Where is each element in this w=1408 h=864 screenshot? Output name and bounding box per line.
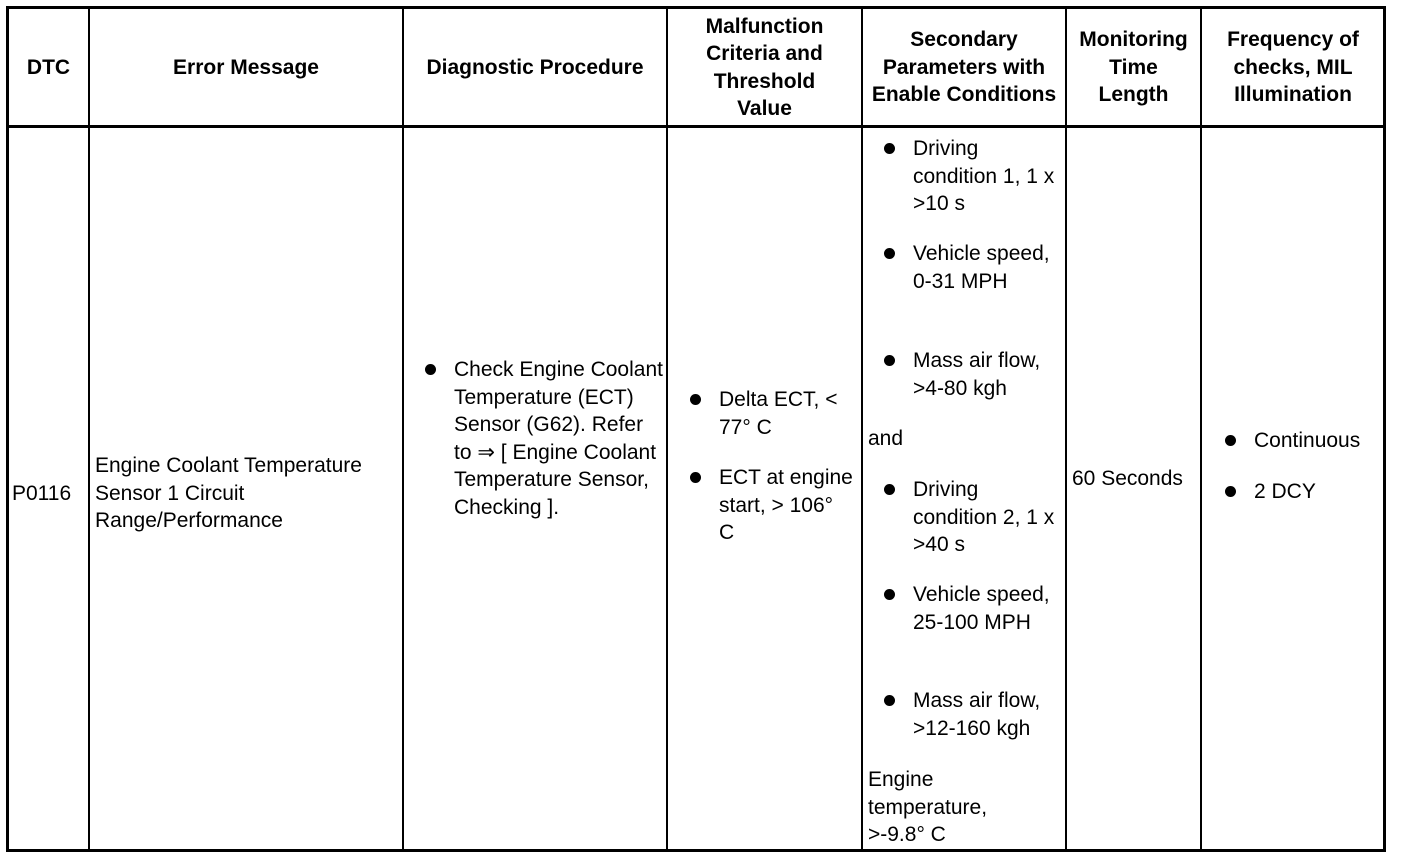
secondary-parameter-item: Mass air flow, >12-160 kgh [913, 689, 1041, 740]
bullet-dot [1225, 435, 1236, 446]
column-divider [402, 6, 404, 852]
secondary-parameter-item: Vehicle speed, 0-31 MPH [913, 242, 1050, 293]
monitoring-time: 60 Seconds [1072, 467, 1183, 490]
header-error-message: Error Message [173, 55, 319, 79]
header-monitoring-time: Monitoring Time Length [1079, 28, 1188, 107]
bullet-dot [884, 355, 895, 366]
dtc-code: P0116 [12, 482, 72, 505]
bullet-dot [884, 248, 895, 259]
header-secondary-parameters: Secondary Parameters with Enable Conditions [871, 28, 1057, 107]
error-message: Engine Coolant Temperature Sensor 1 Circuit Range/Performance [95, 454, 362, 532]
header-malfunction-criteria: Malfunction Criteria and Threshold Value [705, 14, 824, 120]
header-frequency: Frequency of checks, MIL Illumination [1227, 28, 1359, 107]
frequency-item: 2 DCY [1254, 480, 1316, 503]
header-diagnostic-procedure: Diagnostic Procedure [426, 55, 644, 79]
table-frame [6, 6, 1386, 852]
column-divider [88, 6, 90, 852]
secondary-parameter-footer: Engine temperature, >-9.8° C [868, 768, 988, 846]
column-divider [1065, 6, 1067, 852]
secondary-parameter-item: Driving condition 1, 1 x >10 s [913, 137, 1055, 215]
frequency-item: Continuous [1254, 429, 1361, 452]
bullet-dot [690, 472, 701, 483]
header-dtc: DTC [26, 55, 71, 79]
bullet-dot [884, 589, 895, 600]
column-divider [1200, 6, 1202, 852]
bullet-dot [884, 143, 895, 154]
bullet-dot [884, 695, 895, 706]
bullet-dot [425, 364, 436, 375]
bullet-dot [1225, 486, 1236, 497]
bullet-dot [690, 394, 701, 405]
diagnostic-procedure-item: Check Engine Coolant Temperature (ECT) Sensor (G62). Refer to ⇒ [ Engine Coolant Temperature Sensor, Checking ]. [454, 358, 663, 519]
secondary-parameter-item: Driving condition 2, 1 x >40 s [913, 478, 1055, 556]
secondary-parameter-item: Vehicle speed, 25-100 MPH [913, 583, 1050, 634]
malfunction-criteria-item: Delta ECT, < 77° C [719, 388, 838, 439]
secondary-parameter-item: Mass air flow, >4-80 kgh [913, 349, 1041, 400]
malfunction-criteria-item: ECT at engine start, > 106° C [719, 466, 853, 544]
column-divider [861, 6, 863, 852]
column-divider [666, 6, 668, 852]
bullet-dot [884, 484, 895, 495]
secondary-parameter-connector: and [868, 427, 904, 450]
